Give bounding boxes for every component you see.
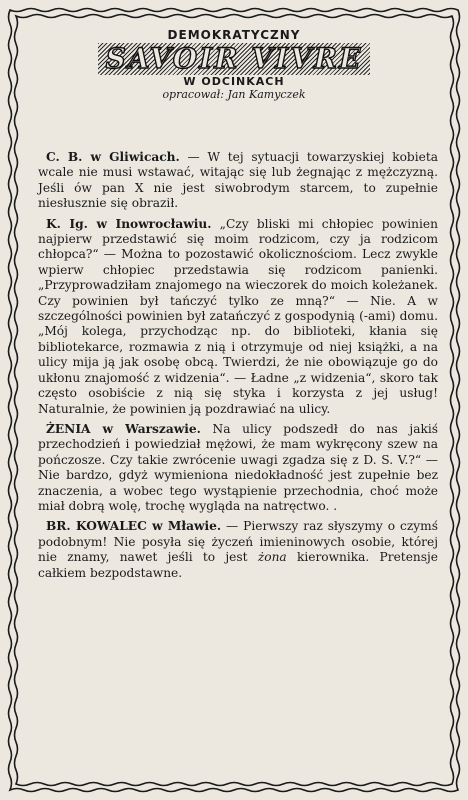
letter-text: Na ulicy podszedł do nas jakiś przechodzień i powiedział mężowi, że mam wykręcony szew na pończosze. Czy takie zwrócenie uwagi zgadza się z D. S. V.?“ — Nie bardzo, gdyż wymieniona niedokładność jest zupełnie bez znaczenia, a wobec tego wystąpienie przechodnia, choć może miał dobrą wolę, trochę wygląda na natręctwo. .	[38, 421, 438, 513]
letters-column	[38, 150, 438, 586]
letter-text: — W tej sytuacji towarzyskiej kobieta wcale nie musi wstawać, witając się lub żegnając z mężczyzną. Jeśli ów pan X nie jest siwobrodym starcem, to zupełnie niesłusznie się obraził.	[38, 150, 438, 211]
letter-addressee: C. B. w Gliwicach.	[46, 150, 180, 164]
letter-item	[38, 519, 438, 581]
letter-addressee: BR. KOWALEC w Mławie.	[46, 519, 222, 534]
header-subtitle: W ODCINKACH	[183, 75, 285, 88]
letter-text: kierownika. Pretensje całkiem bezpodstawne.	[38, 550, 439, 580]
header-title: SAVOIR VIVRE	[98, 43, 371, 75]
letter-item	[38, 422, 438, 514]
letter-emphasis: żona	[257, 550, 287, 565]
header-author: opracował: Jan Kamyczek	[162, 88, 306, 101]
letter-item	[38, 150, 438, 212]
letter-item	[38, 217, 438, 417]
header-top-line: DEMOKRATYCZNY	[167, 28, 301, 42]
letter-text: — Pierwszy raz słyszymy o czymś podobnym! Nie posyła się życzeń imieninowych osobie, której nie znamy, nawet jeśli to jest	[38, 519, 438, 565]
column-header	[0, 28, 468, 102]
letter-text: „Czy bliski mi chłopiec powinien najpierw przedstawić się moim rodzicom, czy ja rodzicom chłopca?“ — Można to pozostawić okolicznościom. Lecz zwykle wpierw chłopiec przedstawia się rodzicom panienki. „Przyprowadziłam znajomego na wieczorek do moich koleżanek. Czy powinien był tańczyć tylko ze mną?“ — Nie. A w szczególności powinien był zatańczyć z gospodynią (-ami) domu. „Mój kolega, przychodząc np. do biblioteki, kłania się bibliotekarce, rozmawia z nią i otrzymuje od niej książki, a na ulicy mija ją jak osobę obcą. Twierdzi, że nie obowiązuje go do ukłonu znajomość z widzenia“. — Ładne „z widzenia“, skoro tak często osobiście z nią się styka i korzysta z jej usług! Naturalnie, że powinien ją pozdrawiać na ulicy.	[38, 216, 438, 416]
letter-addressee: ŻENIA w Warszawie.	[46, 421, 201, 436]
letter-addressee: K. Ig. w Inowrocławiu.	[46, 216, 212, 231]
